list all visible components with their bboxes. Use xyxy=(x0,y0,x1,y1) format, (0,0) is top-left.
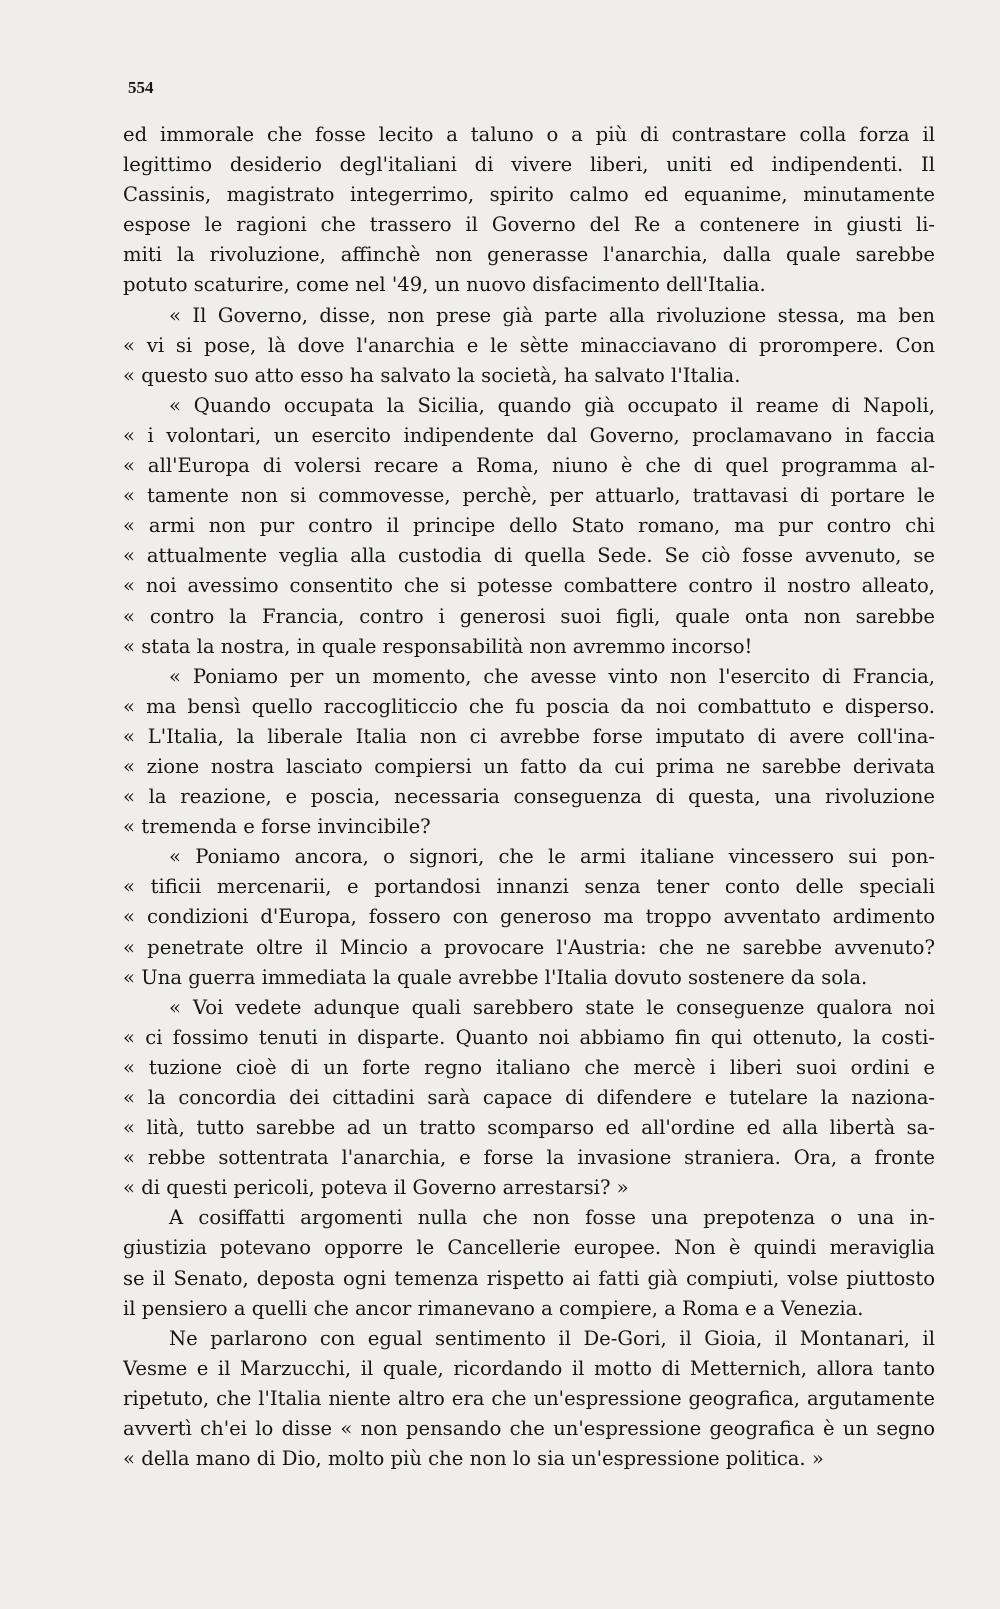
text-line: « L'Italia, la liberale Italia non ci avrebbe forse imputato di avere coll'ina- xyxy=(123,724,935,748)
text-line: « tremenda e forse invincibile? xyxy=(123,815,431,839)
text-line: « Il Governo, disse, non prese già parte alla rivoluzione stessa, ma ben xyxy=(169,303,935,327)
text-line: ripetuto, che l'Italia niente altro era che un'espressione geografica, argutamente xyxy=(123,1386,935,1410)
text-line: « tamente non si commovesse, perchè, per attuarlo, trattavasi di portare le xyxy=(123,484,935,508)
text-line: « Poniamo per un momento, che avesse vinto non l'esercito di Francia, xyxy=(169,664,935,688)
text-line: « rebbe sottentrata l'anarchia, e forse la invasione straniera. Ora, a fronte xyxy=(123,1146,935,1170)
text-line: « vi si pose, là dove l'anarchia e le sètte minacciavano di prorompere. Con xyxy=(123,333,935,357)
text-line: « stata la nostra, in quale responsabilità non avremmo incorso! xyxy=(123,634,753,658)
text-line: il pensiero a quelli che ancor rimanevano a compiere, a Roma e a Venezia. xyxy=(123,1296,864,1320)
text-line: « attualmente veglia alla custodia di quella Sede. Se ciò fosse avvenuto, se xyxy=(123,544,935,568)
text-line: avvertì ch'ei lo disse « non pensando che un'espressione geografica è un segno xyxy=(123,1417,935,1441)
text-line: ed immorale che fosse lecito a taluno o a più di contrastare colla forza il xyxy=(123,123,935,146)
text-line: « zione nostra lasciato compiersi un fatto da cui prima ne sarebbe derivata xyxy=(123,754,935,778)
text-line: se il Senato, deposta ogni temenza rispetto ai fatti già compiuti, volse piuttosto xyxy=(123,1266,935,1290)
text-line: « tificii mercenarii, e portandosi innanzi senza tener conto delle speciali xyxy=(123,875,935,899)
text-line: giustizia potevano opporre le Cancellerie europee. Non è quindi meraviglia xyxy=(123,1236,935,1260)
text-line: « della mano di Dio, molto più che non lo sia un'espressione politica. » xyxy=(123,1447,824,1471)
text-line: « Poniamo ancora, o signori, che le armi italiane vincessero sui pon- xyxy=(169,845,935,869)
text-line: miti la rivoluzione, affinchè non generasse l'anarchia, dalla quale sarebbe xyxy=(123,243,935,267)
page-number: 554 xyxy=(128,78,154,97)
text-line: « contro la Francia, contro i generosi suoi figli, quale onta non sarebbe xyxy=(123,604,935,628)
text-line: legittimo desiderio degl'italiani di vivere liberi, uniti ed indipendenti. Il xyxy=(123,153,935,177)
text-line: « noi avessimo consentito che si potesse combattere contro il nostro alleato, xyxy=(123,574,935,598)
text-line: « condizioni d'Europa, fossero con generoso ma troppo avventato ardimento xyxy=(123,905,935,929)
text-line: « lità, tutto sarebbe ad un tratto scomparso ed all'ordine ed alla libertà sa- xyxy=(123,1116,935,1140)
text-line: A cosiffatti argomenti nulla che non fosse una prepotenza o una in- xyxy=(169,1206,935,1230)
text-line: « Quando occupata la Sicilia, quando già occupato il reame di Napoli, xyxy=(169,393,935,417)
text-line: « armi non pur contro il principe dello Stato romano, ma pur contro chi xyxy=(123,514,935,538)
text-line: « penetrate oltre il Mincio a provocare l'Austria: che ne sarebbe avvenuto? xyxy=(123,935,935,959)
text-line: Cassinis, magistrato integerrimo, spirito calmo ed equanime, minutamente xyxy=(123,183,935,207)
text-line: Vesme e il Marzucchi, il quale, ricordando il motto di Metternich, allora tanto xyxy=(123,1356,935,1380)
text-line: « Una guerra immediata la quale avrebbe l'Italia dovuto sostenere da sola. xyxy=(123,965,868,989)
text-line: « all'Europa di volersi recare a Roma, niuno è che di quel programma al- xyxy=(123,454,935,478)
text-line: potuto scaturire, come nel '49, un nuovo disfacimento dell'Italia. xyxy=(123,273,766,297)
text-line: « la reazione, e poscia, necessaria conseguenza di questa, una rivoluzione xyxy=(123,785,935,809)
text-line: « Voi vedete adunque quali sarebbero state le conseguenze qualora noi xyxy=(169,995,935,1019)
text-line: « ci fossimo tenuti in disparte. Quanto noi abbiamo fin qui ottenuto, la costi- xyxy=(123,1025,935,1049)
text-line: « tuzione cioè di un forte regno italiano che mercè i liberi suoi ordini e xyxy=(123,1055,935,1079)
text-line: Ne parlarono con egual sentimento il De-Gori, il Gioia, il Montanari, il xyxy=(169,1326,935,1350)
text-line: « questo suo atto esso ha salvato la società, ha salvato l'Italia. xyxy=(123,363,741,387)
text-line: « la concordia dei cittadini sarà capace di difendere e tutelare la naziona- xyxy=(123,1086,935,1109)
body-text xyxy=(123,120,935,1474)
text-line: « i volontari, un esercito indipendente dal Governo, proclamavano in faccia xyxy=(123,423,935,447)
text-line: espose le ragioni che trassero il Governo del Re a contenere in giusti li- xyxy=(123,213,935,237)
text-line: « di questi pericoli, poteva il Governo arrestarsi? » xyxy=(123,1176,629,1200)
text-line: « ma bensì quello raccogliticcio che fu poscia da noi combattuto e disperso. xyxy=(123,694,935,718)
